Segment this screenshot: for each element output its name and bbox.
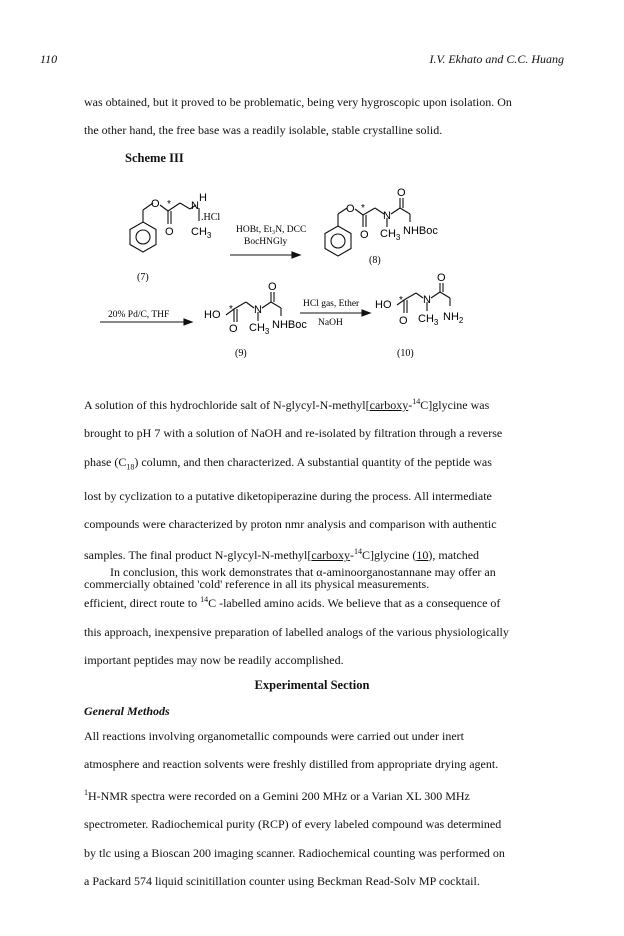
atom-o: O <box>346 203 355 215</box>
aromatic-circle-7 <box>136 230 150 244</box>
atom-n: N <box>383 210 391 222</box>
atom-o: O <box>229 323 238 335</box>
methyl-label: $CH_3$ <box>249 322 270 336</box>
label-star: * <box>361 203 365 214</box>
atom-n: N <box>191 200 199 212</box>
atom-n: N <box>254 304 262 316</box>
running-header: I.V. Ekhato and C.C. Huang <box>429 52 564 66</box>
atom-o: O <box>397 187 406 199</box>
reagents-2: 20% Pd/C, THF <box>108 310 170 320</box>
methyl-label: $CH_3$ <box>380 228 401 242</box>
subsection-title: General Methods <box>84 704 170 718</box>
hcl-label: .HCl <box>201 212 221 223</box>
scheme-title: Scheme III <box>125 151 184 165</box>
compound-8-label: (8) <box>369 255 381 266</box>
atom-o: O <box>399 315 408 327</box>
label-star: * <box>167 199 171 210</box>
compound-9-label: (9) <box>235 348 247 359</box>
reagents-3: HCl gas, Ether <box>303 299 360 309</box>
nhboc-label: NHBoc <box>403 225 438 237</box>
section-title: Experimental Section <box>254 678 370 692</box>
atom-o: O <box>151 198 160 210</box>
reaction-scheme <box>0 172 624 372</box>
nhboc-label: NHBoc <box>272 319 307 331</box>
page-number: 110 <box>40 52 58 66</box>
methyl-label: $CH_3$ <box>191 226 212 240</box>
intro-line: was obtained, but it proved to be problematic, being very hygroscopic upon isolation. On <box>84 95 512 109</box>
body-paragraph: A solution of this hydrochloride salt of N-glycyl-N-methyl[carboxy-$^{14}$C]glycine was brought to pH 7 with a solution of NaOH and re-isolated by filtration through a reverse phase $(C_{18})$ column, and then characterized. A substantial quantity of the peptide was lost by cyclization to a putative diketopiperazine during the process. All intermediate compounds were characterized by proton nmr analysis and comparison with authentic samples. The final product N-glycyl-N-methyl[carboxy-$^{14}$C]glycine (10), matched commercially obtained 'cold' reference in all its physical measurements. <box>84 397 503 591</box>
compound-10-label: (10) <box>397 348 414 359</box>
methyl-label: $CH_3$ <box>418 313 439 327</box>
atom-h: H <box>199 192 207 204</box>
atom-o: O <box>165 226 174 238</box>
conclusion-paragraph: In conclusion, this work demonstrates that α-aminoorganostannane may offer an efficient, direct route to $^{14}$C -labelled amino acids. We believe that as a consequence of this approach, inexpensive preparation of labelled analogs of the various physiologically important peptides may now be readily accomplished. <box>84 565 509 668</box>
ho-label: HO <box>375 299 392 311</box>
reagents-3b: NaOH <box>318 318 343 328</box>
aromatic-circle-8 <box>331 234 345 248</box>
label-star: * <box>399 295 403 306</box>
atom-o: O <box>437 272 446 284</box>
atom-n: N <box>423 294 431 306</box>
methods-paragraph: All reactions involving organometallic compounds were carried out under inert atmosphere and reaction solvents were freshly distilled from appropriate drying agent. $^1$H-NMR spectra were recorded on a Gemini 200 MHz or a Varian XL 300 MHz spectrometer. Radiochemical purity (RCP) of every labeled compound was determined by tlc using a Bioscan 200 imaging scanner. Radiochemical counting was performed on a Packard 574 liquid scinitillation counter using Beckman Read-Solv MP cocktail. <box>84 729 505 889</box>
reagents-1b: BocHNGly <box>244 237 288 247</box>
benzene-ring-7 <box>130 222 156 252</box>
ho-label: HO <box>204 309 221 321</box>
intro-line: the other hand, the free base was a readily isolable, stable crystalline solid. <box>84 123 443 138</box>
atom-o: O <box>268 281 277 293</box>
label-star: * <box>229 304 233 315</box>
reagents-1: HOBt, Et₃N, DCC <box>236 225 307 235</box>
atom-o: O <box>360 229 369 241</box>
nh2-label: $NH_2$ <box>443 311 464 325</box>
intro-paragraph <box>84 88 554 145</box>
compound-7-label: (7) <box>137 272 149 283</box>
benzene-ring-8 <box>325 226 351 256</box>
